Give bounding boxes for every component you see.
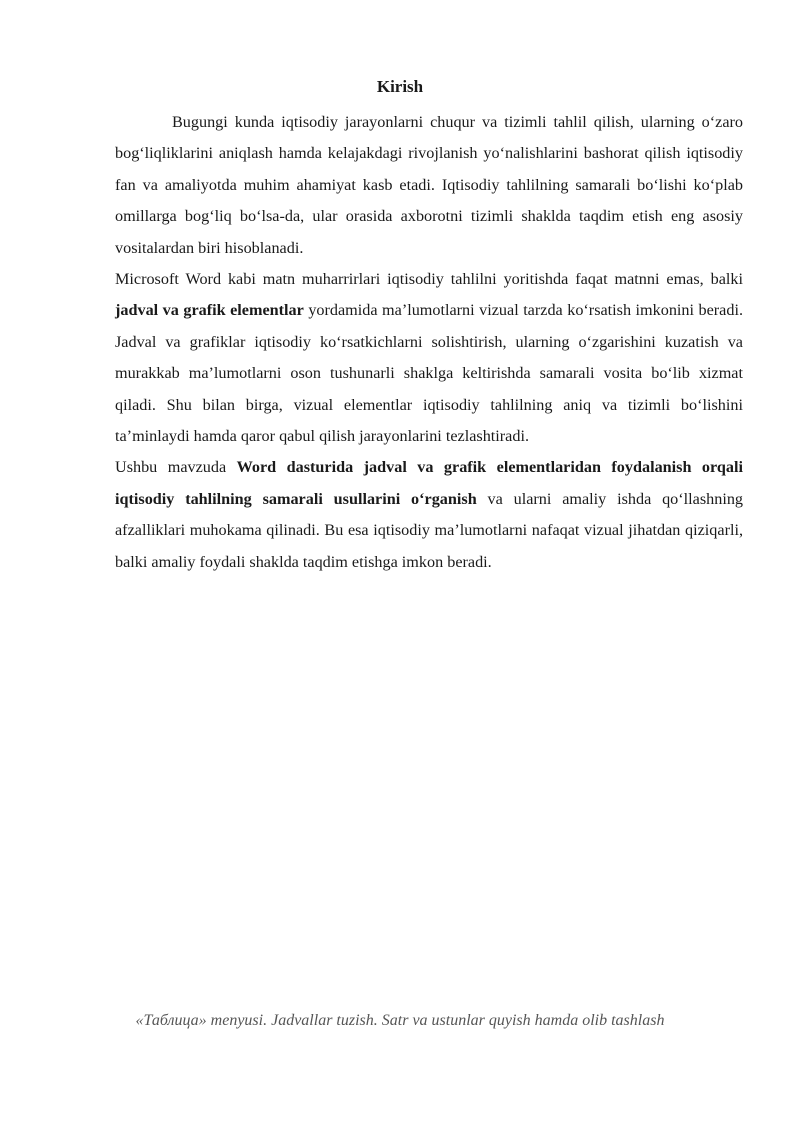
paragraph-2-bold: jadval va grafik elementlar — [115, 301, 304, 320]
body-text — [115, 107, 743, 578]
paragraph-3-text-a: Ushbu mavzuda — [115, 458, 237, 477]
paragraph-2-text-b: yordamida ma’lumotlarni vizual tarzda ko‘rsatish imkonini beradi. Jadval va grafiklar iqtisodiy ko‘rsatkichlarni solishtirish, ularning o‘zgarishini kuzatish va murakkab ma’lumotlarni oson tushunarli shaklga keltirishda samarali vosita bo‘lib xizmat qiladi. Shu bilan birga, vizual elementlar iqtisodiy tahlilning aniq va tizimli bo‘lishini ta’minlaydi hamda qaror qabul qilish jarayonlarini tezlashtiradi. — [115, 301, 744, 446]
paragraph-1-text: Bugungi kunda iqtisodiy jarayonlarni chuqur va tizimli tahlil qilish, ularning o‘zaro bog‘liqliklarini aniqlash hamda kelajakdagi rivojlanish yo‘nalishlarini bashorat qilish iqtisodiy fan va amaliyotda muhim ahamiyat kasb etadi. Iqtisodiy tahlilning samarali bo‘lishi ko‘plab omillarga bog‘liq bo‘lsa-da, ular orasida axborotni tizimli shaklda taqdim etish eng asosiy vositalardan biri hisoblanadi. — [115, 113, 743, 257]
paragraph-intro — [115, 107, 743, 264]
paragraph-2-text-a: Microsoft Word kabi matn muharrirlari iqtisodiy tahlilni yoritishda faqat matnni emas, balki — [115, 270, 743, 289]
paragraph-3-text-b: va ularni amaliy ishda qo‘llashning afzalliklari muhokama qilinadi. Bu esa iqtisodiy ma’lumotlarni nafaqat vizual jihatdan qiziqarli, balki amaliy foydali shaklda taqdim etishga imkon beradi. — [115, 489, 744, 571]
paragraph-topic — [115, 452, 743, 578]
footer-caption: «Таблица» menyusi. Jadvallar tuzish. Satr va ustunlar quyish hamda olib tashlash — [135, 1012, 665, 1029]
page-title: Kirish — [376, 77, 424, 96]
paragraph-word-tools — [115, 264, 743, 452]
paragraph-3-bold: Word dasturida jadval va grafik elementlaridan foydalanish orqali iqtisodiy tahlilning samarali usullarini o‘rganish — [115, 458, 743, 508]
